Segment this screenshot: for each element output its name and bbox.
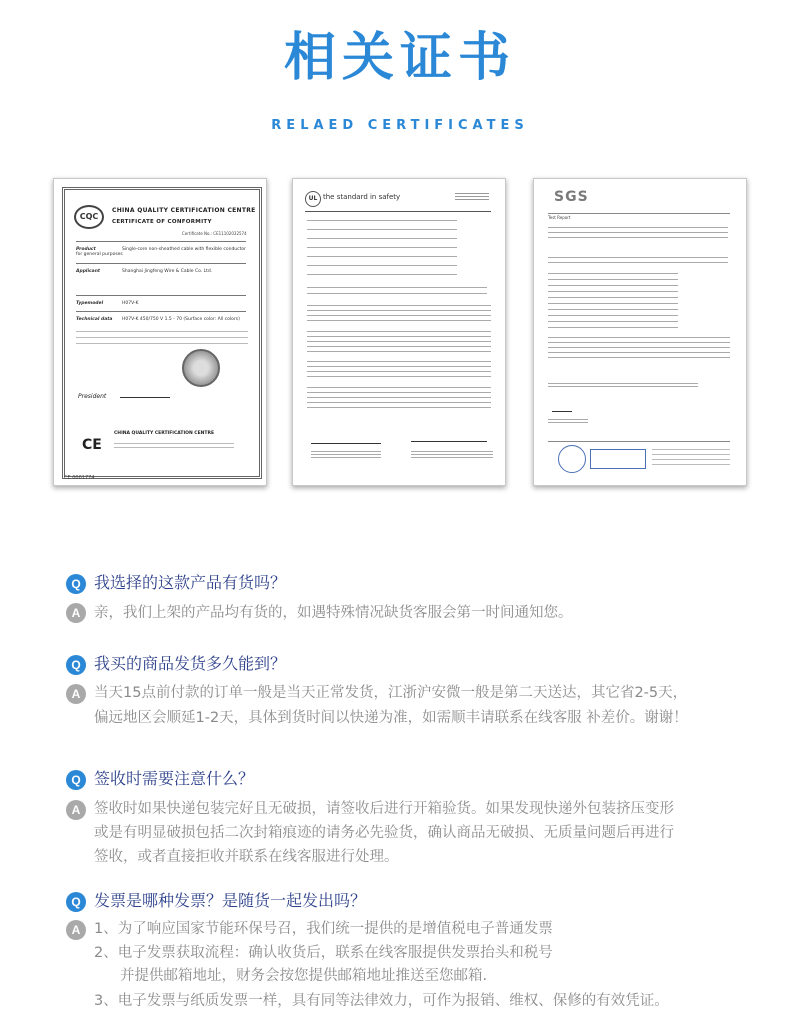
sgs-details-table [548, 271, 678, 331]
certificate-footer-address [114, 441, 234, 449]
ul-signatory [411, 449, 493, 459]
signature [552, 401, 572, 412]
ul-details-block [307, 217, 457, 279]
certificate-row-tech: Technical data H07V-K 450/750 V 1.5 - 70 (Surface color: All colors) [76, 317, 240, 322]
sgs-address [548, 225, 728, 241]
certificate-code: CE 0001774 [64, 475, 95, 481]
question-badge-icon: Q [66, 770, 86, 790]
faq-question: 签收时需要注意什么？ [94, 769, 255, 788]
faq-question: 我买的商品发货多久能到？ [94, 654, 287, 673]
faq-answer-line: 签收，或者直接拒收并联系在线客服进行处理。 [94, 849, 399, 865]
certificate-row-applicant: Applicant Shanghai Jingfeng Wire & Cable Co. Ltd. [76, 269, 213, 274]
ul-paragraph [307, 359, 491, 379]
faq-answer-line: 签收时如果快递包装完好且无破损，请签收后进行开箱验货。如果发现快递外包装挤压变形 [94, 801, 674, 817]
divider [76, 241, 246, 242]
ce-mark-icon: CE [82, 437, 102, 453]
question-badge-icon: Q [66, 574, 86, 594]
sgs-conclusion [548, 335, 730, 361]
divider [76, 295, 246, 296]
faq-answer-line: 亲，我们上架的产品均有货的，如遇特殊情况缺货客服会第一时间通知您。 [94, 605, 573, 621]
certificate-row-product: Product Single-core non-sheathed cable with flexible conductor for general purposes [76, 247, 246, 257]
faq-answer-line: 当天15点前付款的订单一般是当天正常发货，江浙沪安微一般是第二天送达，其它省2-5天， [94, 685, 688, 701]
question-badge-icon: Q [66, 892, 86, 912]
sgs-footer-text [652, 447, 730, 469]
signature [120, 389, 170, 398]
faq-answer-line: 或是有明显破损包括二次封箱痕迹的请务必先验货，确认商品无破损、无质量问题后再进行 [94, 825, 674, 841]
sgs-logo: SGS [554, 189, 589, 205]
certificate-footer-org: CHINA QUALITY CERTIFICATION CENTRE [114, 431, 215, 436]
certificate-ccc [53, 178, 267, 486]
ul-header: the standard in safety [323, 193, 401, 201]
sgs-signed-for [548, 381, 698, 389]
divider [548, 441, 730, 442]
divider [548, 213, 730, 214]
certificate-body-text [76, 329, 248, 347]
answer-badge-icon: A [66, 920, 86, 940]
ul-corner-text [455, 191, 489, 201]
certificate-number: Certificate No.: CE11102032574 [182, 231, 247, 236]
page-subtitle: RELAED CERTIFICATES [271, 118, 529, 133]
cqc-logo: CQC [74, 205, 104, 229]
answer-badge-icon: A [66, 800, 86, 820]
page-title: 相关证书 [283, 28, 516, 88]
president-label: President [78, 393, 107, 400]
faq-answer-line: 2、电子发票获取流程：确认收货后，联系在线客服提供发票抬头和税号 [94, 945, 553, 961]
faq-answer-line: 偏远地区会顺延1-2天，具体到货时间以快递为准，如需顺丰请联系在线客服 补差价。谢谢！ [94, 710, 688, 726]
divider [76, 263, 246, 264]
answer-badge-icon: A [66, 684, 86, 704]
certificate-ul [292, 178, 506, 486]
certificate-doc-title: CERTIFICATE OF CONFORMITY [112, 219, 212, 225]
sgs-intro [548, 255, 728, 265]
signature [411, 419, 487, 442]
signature [311, 427, 381, 444]
answer-badge-icon: A [66, 603, 86, 623]
faq-answer-line: 3、电子发票与纸质发票一样，具有同等法律效力，可作为报销、维权、保修的有效凭证。 [94, 993, 669, 1009]
test-report-label: Test Report [548, 215, 571, 220]
divider [305, 211, 491, 212]
ul-signatory [311, 449, 381, 459]
certificate-row-type: Typemodel H07V-K [76, 301, 139, 306]
faq-question: 发票是哪种发票？是随货一起发出吗？ [94, 891, 367, 910]
faq-question: 我选择的这款产品有货吗？ [94, 573, 287, 592]
ul-paragraph [307, 385, 491, 411]
sgs-signatory [548, 417, 588, 425]
ul-paragraph [307, 329, 491, 353]
ul-paragraph [307, 303, 491, 323]
certificate-sgs [533, 178, 747, 486]
stamp-icon [590, 449, 646, 469]
divider [76, 311, 246, 312]
seal-icon [182, 349, 220, 387]
certificate-org: CHINA QUALITY CERTIFICATION CENTRE [112, 207, 256, 214]
faq-answer-line: 1、为了响应国家节能环保号召，我们统一提供的是增值税电子普通发票 [94, 921, 553, 937]
ul-product-line [307, 285, 487, 297]
stamp-icon [558, 445, 586, 473]
question-badge-icon: Q [66, 655, 86, 675]
ul-logo: UL [305, 191, 321, 207]
faq-answer-line: 并提供邮箱地址，财务会按您提供邮箱地址推送至您邮箱. [120, 968, 488, 984]
